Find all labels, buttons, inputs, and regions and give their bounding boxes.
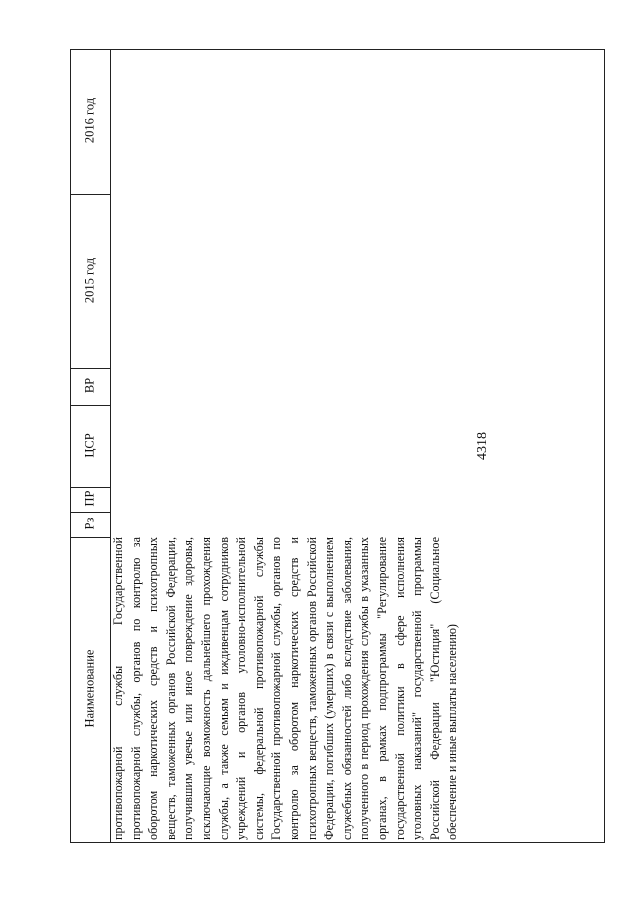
col-divider-2015-2016 <box>70 194 111 195</box>
header-csr: ЦСР <box>82 433 97 458</box>
header-2015: 2015 год <box>82 257 97 304</box>
table-border-top <box>70 49 605 50</box>
header-vr: ВР <box>82 377 97 394</box>
row-description <box>110 537 462 840</box>
header-name: Наименование <box>82 649 97 728</box>
row-description-text: противопожарной службы Государственной противопожарной службы, органов по контролю за оборотом наркотических средств и психотропных веществ, таможенных органов Российской Федерации, получившим увечье или иное повреждение здоровья, исключающие возможность дальнейшего прохождения службы, а также семьям и иждивенцам сотрудников учреждений и органов уголовно-исполнительной системы, федеральной противопожарной службы Государственной противопожарной службы, органов по контролю за оборотом наркотических средств и психотропных веществ, таможенных органов Российской Федерации, погибших (умерших) в связи с выполнением служебных обязанностей либо вследствие заболевания, полученного в период прохождения службы в указанных органах, в рамках подпрограммы "Регулирование государственной политики в сфере исполнения уголовных наказаний" государственной программы Российской Федерации "Юстиция" (Социальное обеспечение и иные выплаты населению) <box>111 537 460 840</box>
header-rz: Рз <box>82 517 97 530</box>
table-border-right <box>604 49 605 843</box>
col-divider-vr-2015 <box>70 368 111 369</box>
col-divider-csr-vr <box>70 405 111 406</box>
table-border-bottom <box>70 842 605 843</box>
table-border-left <box>70 49 71 843</box>
page-number: 4318 <box>475 432 490 460</box>
header-2016: 2016 год <box>82 97 97 144</box>
header-pr: ПР <box>82 490 97 507</box>
